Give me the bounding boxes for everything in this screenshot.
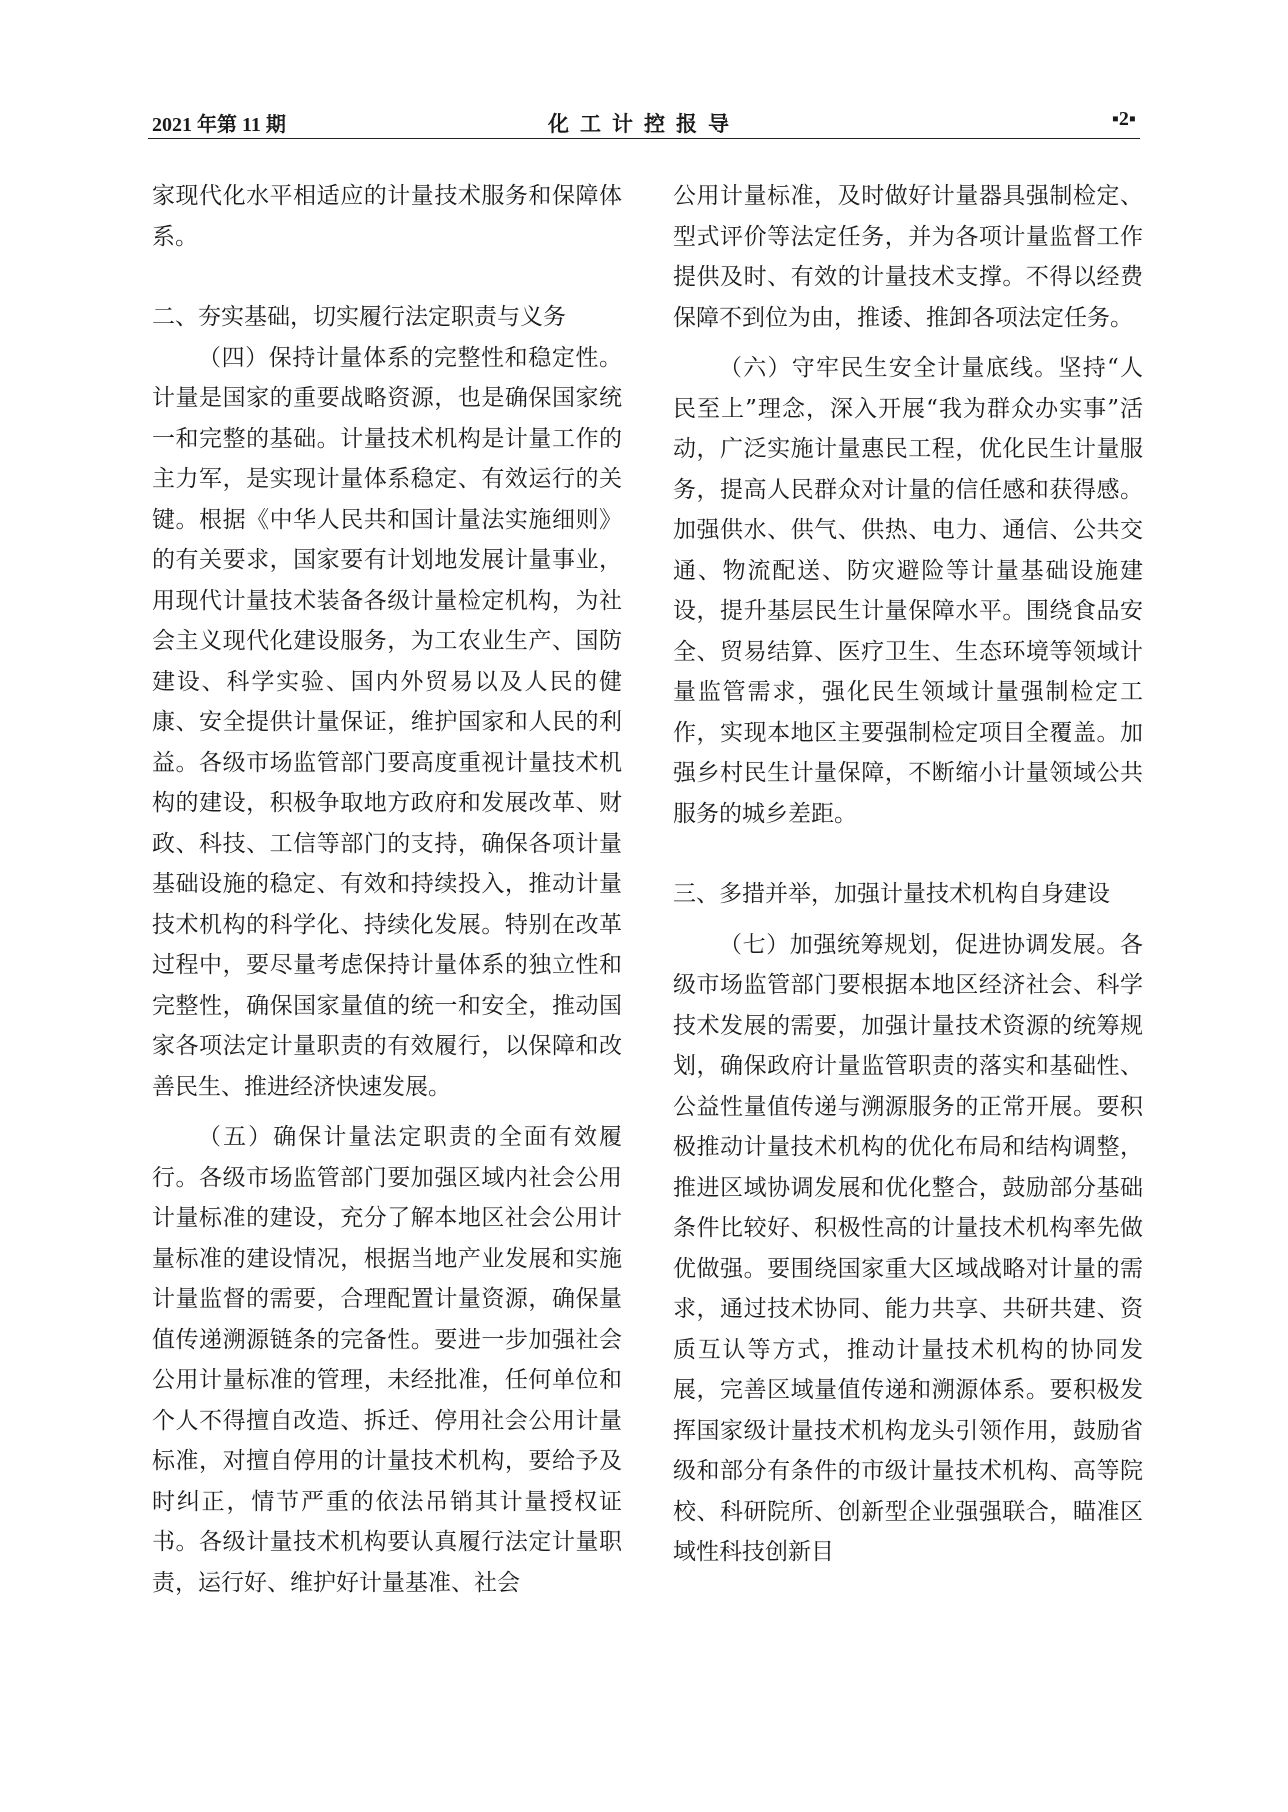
section-heading-2: 二、夯实基础，切实履行法定职责与义务 (152, 304, 566, 330)
right-column (673, 176, 1143, 1666)
paragraph-6: （六）守牢民生安全计量底线。坚持“人民至上”理念，深入开展“我为群众办实事”活动，广泛实施计量惠民工程，优化民生计量服务，提高人民群众对计量的信任感和获得感。加强供水、供气、供热、电力、通信、公共交通、物流配送、防灾避险等计量基础设施建设，提升基层民生计量保障水平。围绕食品安全、贸易结算、医疗卫生、生态环境等领域计量监管需求，强化民生领域计量强制检定工作，实现本地区主要强制检定项目全覆盖。加强乡村民生计量保障，不断缩小计量领域公共服务的城乡差距。 (673, 355, 1143, 827)
page-number: ▪2▪ (1111, 108, 1136, 130)
journal-title: 化工计控报导 (548, 112, 740, 136)
paragraph-5-continued: 公用计量标准，及时做好计量器具强制检定、型式评价等法定任务，并为各项计量监督工作提供及时、有效的计量技术支撑。不得以经费保障不到位为由，推诿、推卸各项法定任务。 (673, 183, 1143, 331)
paragraph-5: （五）确保计量法定职责的全面有效履行。各级市场监管部门要加强区域内社会公用计量标准的建设，充分了解本地区社会公用计量标准的建设情况，根据当地产业发展和实施计量监督的需要，合理配置计量资源，确保量值传递溯源链条的完备性。要进一步加强社会公用计量标准的管理，未经批准，任何单位和个人不得擅自改造、拆迁、停用社会公用计量标准，对擅自停用的计量技术机构，要给予及时纠正，情节严重的依法吊销其计量授权证书。各级计量技术机构要认真履行法定计量职责，运行好、维护好计量基准、社会 (152, 1124, 622, 1596)
header-rule (148, 138, 1140, 139)
running-header (148, 106, 1140, 140)
paragraph-7: （七）加强统筹规划，促进协调发展。各级市场监管部门要根据本地区经济社会、科学技术发展的需要，加强计量技术资源的统筹规划，确保政府计量监管职责的落实和基础性、公益性量值传递与溯源服务的正常开展。要积极推动计量技术机构的优化布局和结构调整，推进区域协调发展和优化整合，鼓励部分基础条件比较好、积极性高的计量技术机构率先做优做强。要围绕国家重大区域战略对计量的需求，通过技术协同、能力共享、共研共建、资质互认等方式，推动计量技术机构的协同发展，完善区域量值传递和溯源体系。要积极发挥国家级计量技术机构龙头引领作用，鼓励省级和部分有条件的市级计量技术机构、高等院校、科研院所、创新型企业强强联合，瞄准区域性科技创新目 (673, 931, 1143, 1565)
paragraph-4: （四）保持计量体系的完整性和稳定性。计量是国家的重要战略资源，也是确保国家统一和完整的基础。计量技术机构是计量工作的主力军，是实现计量体系稳定、有效运行的关键。根据《中华人民共和国计量法实施细则》的有关要求，国家要有计划地发展计量事业，用现代计量技术装备各级计量检定机构，为社会主义现代化建设服务，为工农业生产、国防建设、科学实验、国内外贸易以及人民的健康、安全提供计量保证，维护国家和人民的利益。各级市场监管部门要高度重视计量技术机构的建设，积极争取地方政府和发展改革、财政、科技、工信等部门的支持，确保各项计量基础设施的稳定、有效和持续投入，推动计量技术机构的科学化、持续化发展。特别在改革过程中，要尽量考虑保持计量体系的独立性和完整性，确保国家量值的统一和安全，推动国家各项法定计量职责的有效履行，以保障和改善民生、推进经济快速发展。 (152, 344, 622, 1100)
left-column (152, 176, 622, 1666)
section-heading-3: 三、多措并举，加强计量技术机构自身建设 (673, 881, 1110, 907)
issue-number: 2021 年第 11 期 (152, 114, 286, 136)
paragraph-continued: 家现代化水平相适应的计量技术服务和保障体系。 (152, 183, 622, 250)
